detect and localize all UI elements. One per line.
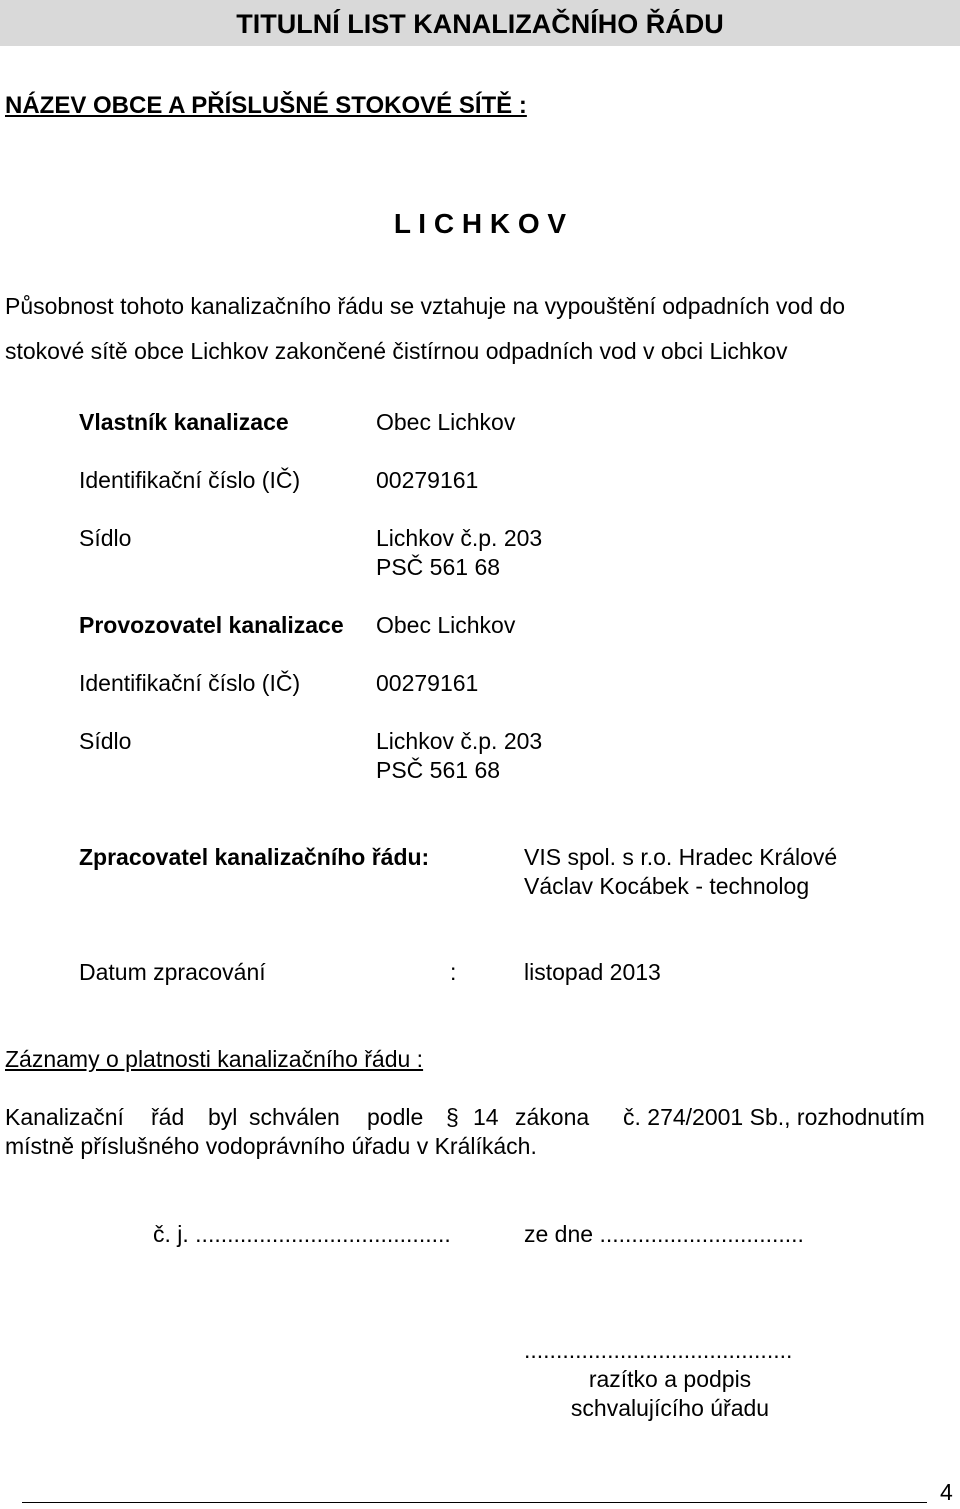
operator-ic-value: 00279161 bbox=[376, 670, 479, 696]
reference-cj: č. j. ........................................ bbox=[153, 1221, 451, 1247]
stamp-dots: .......................................... bbox=[524, 1337, 793, 1363]
document-title: TITULNÍ LIST KANALIZAČNÍHO ŘÁDU bbox=[236, 9, 724, 39]
owner-ic-value: 00279161 bbox=[376, 467, 479, 493]
owner-ic-label: Identifikační číslo (IČ) bbox=[79, 467, 301, 493]
operator-value: Obec Lichkov bbox=[376, 612, 516, 638]
date-colon: : bbox=[450, 959, 457, 985]
owner-value: Obec Lichkov bbox=[376, 409, 516, 435]
date-label: Datum zpracování bbox=[79, 959, 266, 985]
obec-heading: NÁZEV OBCE A PŘÍSLUŠNÉ STOKOVÉ SÍTĚ : bbox=[5, 92, 527, 119]
operator-ic-label: Identifikační číslo (IČ) bbox=[79, 670, 301, 696]
scope-line-2: stokové sítě obce Lichkov zakončené čistírnou odpadních vod v obci Lichkov bbox=[5, 338, 788, 364]
reference-date: ze dne ................................ bbox=[524, 1221, 804, 1247]
stamp-line-2: schvalujícího úřadu bbox=[570, 1395, 770, 1421]
owner-seat-label: Sídlo bbox=[79, 525, 132, 551]
operator-seat-label: Sídlo bbox=[79, 728, 132, 754]
operator-label: Provozovatel kanalizace bbox=[79, 612, 344, 638]
owner-label: Vlastník kanalizace bbox=[79, 409, 289, 435]
footer-rule bbox=[22, 1502, 927, 1503]
operator-seat-line-2: PSČ 561 68 bbox=[376, 757, 501, 783]
operator-seat-line-1: Lichkov č.p. 203 bbox=[376, 728, 543, 754]
obec-name: L I C H K O V bbox=[393, 208, 567, 239]
records-line-2: místně příslušného vodoprávního úřadu v Králíkách. bbox=[5, 1133, 537, 1159]
processor-line-1: VIS spol. s r.o. Hradec Králové bbox=[524, 844, 838, 870]
processor-label: Zpracovatel kanalizačního řádu: bbox=[79, 844, 430, 870]
records-heading: Záznamy o platnosti kanalizačního řádu : bbox=[5, 1046, 424, 1072]
owner-seat-line-1: Lichkov č.p. 203 bbox=[376, 525, 543, 551]
processor-line-2: Václav Kocábek - technolog bbox=[524, 873, 810, 899]
page-number: 4 bbox=[940, 1479, 953, 1505]
scope-line-1: Působnost tohoto kanalizačního řádu se vztahuje na vypouštění odpadních vod do bbox=[5, 293, 846, 319]
date-value: listopad 2013 bbox=[524, 959, 661, 985]
owner-seat-line-2: PSČ 561 68 bbox=[376, 554, 501, 580]
stamp-line-1: razítko a podpis bbox=[588, 1366, 752, 1392]
